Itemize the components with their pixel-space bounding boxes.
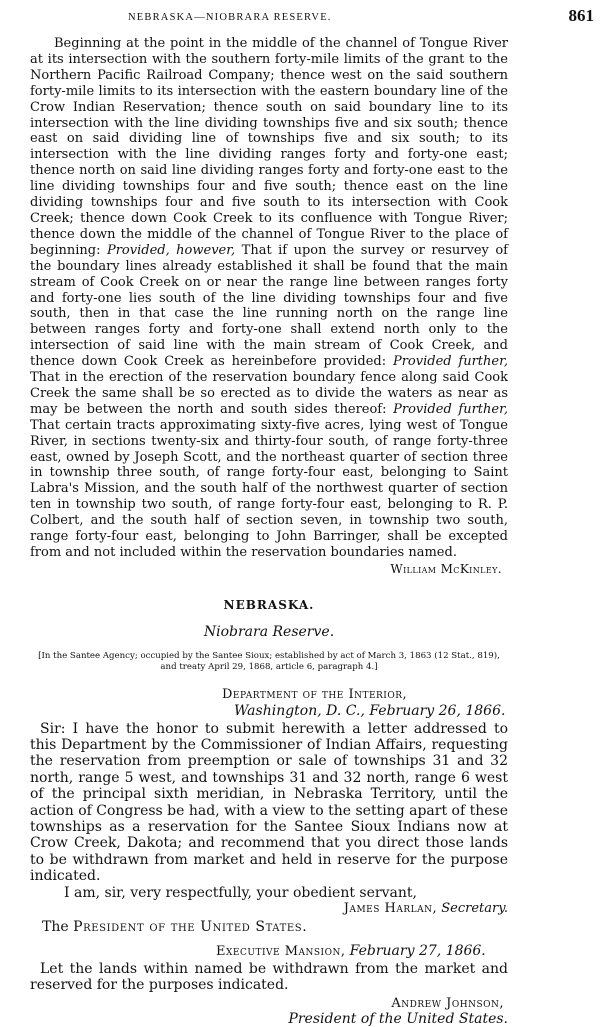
letter-closing: I am, sir, very respectfully, your obedient servant,: [64, 884, 417, 901]
running-title: NEBRASKA—NIOBRARA RESERVE.: [128, 12, 332, 23]
proviso-phrase: Provided further,: [393, 401, 508, 417]
addressee-prefix: The: [42, 918, 74, 935]
letter-addressee: [30, 919, 508, 935]
letter-signer: [30, 901, 508, 916]
executive-place: Executive Mansion,: [216, 943, 346, 959]
letter-body: Sir: I have the honor to submit herewith a letter addressed to this Department by the Commissioner of Indian Affairs, requesting the reservation from preemption or sale of townships 31 and 32 north, range 5 west, and townships 31 and 32 north, range 6 west of the principal sixth meridian, in Nebraska Territory, until the action of Congress be had, with a view to the setting apart of these townships as a reservation for the Santee Sioux Indians now at Crow Creek, Dakota; and recommend that you direct those lands to be withdrawn from market and held in reserve for the purpose indicated.: [30, 720, 508, 885]
signer-name: James Harlan,: [343, 900, 438, 916]
proviso-phrase: Provided, however,: [106, 242, 236, 258]
executive-date: February 27, 1866.: [349, 942, 486, 959]
letter-header: [30, 687, 508, 719]
text-segment: That certain tracts approximating sixty-five acres, lying west of Tongue River, in sections twenty-six and thirty-four south, of range forty-three east, owned by Joseph Scott, and the northeast quarter of section three in township three south, of range forty-four east, belonging to Saint Labra's Mission, and the south half of the northwest quarter of section ten in township two south, of range forty-four east, belonging to R. P. Colbert, and the south half of section seven, in township two south, range forty-four east, belonging to John Barringer, shall be excepted from and not included within the reservation boundaries named.: [30, 417, 508, 560]
section-heading: NEBRASKA.: [223, 597, 315, 612]
johnson-title: President of the United States.: [288, 1010, 508, 1027]
note-line: [In the Santee Agency; occupied by the Santee Sioux; established by act of March 3, 1863 (12 Stat., 819),: [38, 650, 500, 661]
executive-order-header: [30, 943, 508, 959]
johnson-signature: Andrew Johnson,: [391, 995, 504, 1011]
establishment-note: [30, 651, 508, 673]
note-line: and treaty April 29, 1868, article 6, paragraph 4.]: [160, 661, 378, 672]
executive-order-body: Let the lands within named be withdrawn from the market and reserved for the purposes indicated.: [30, 960, 508, 994]
letter-place-date: Washington, D. C., February 26, 1866.: [234, 702, 506, 719]
department-name: Department of the Interior,: [222, 686, 408, 702]
previous-order-text: [30, 36, 508, 561]
running-head: [30, 0, 594, 36]
text-segment: That in the erection of the reservation boundary fence along said Cook Creek the same shall be so erected as to divide the waters as near as may be between the north and south sides thereof:: [30, 370, 508, 417]
signer-title: Secretary.: [441, 900, 508, 916]
addressee-name: President of the United States.: [73, 918, 308, 935]
proviso-phrase: Provided further,: [392, 354, 508, 370]
section-subheading: Niobrara Reserve.: [203, 623, 335, 640]
page-number: 861: [568, 6, 594, 25]
text-segment: Beginning at the point in the middle of the channel of Tongue River at its intersection with the southern forty-mile limits of the grant to the Northern Pacific Railroad Company; thence west on the said southern forty-mile limits to its intersection with the eastern boundary line of the Crow Indian Reservation; thence south on said boundary line to its intersection with the line dividing townships five and six south; thence east on said dividing line of townships five and six south; to its intersection with the line dividing ranges forty and forty-one east; thence north on said line dividing ranges forty and forty-one east to the line dividing townships four and five south; thence east on the line dividing townships four and five south to its intersection with Cook Creek; thence down Cook Creek to its confluence with Tongue River; thence down the middle of the channel of Tongue River to the place of beginning:: [30, 36, 508, 258]
mckinley-signature: William McKinley.: [390, 561, 502, 576]
text-segment: That if upon the survey or resurvey of the boundary lines already established it shall be found that the main stream of Cook Creek on or near the range line between ranges forty and forty-one lies south of the line dividing townships four and five south, then in that case the line running north on the range line between ranges forty and forty-one shall extend north only to the intersection of said line with the main stream of Cook Creek, and thence down Cook Creek as hereinbefore provided:: [30, 242, 508, 370]
